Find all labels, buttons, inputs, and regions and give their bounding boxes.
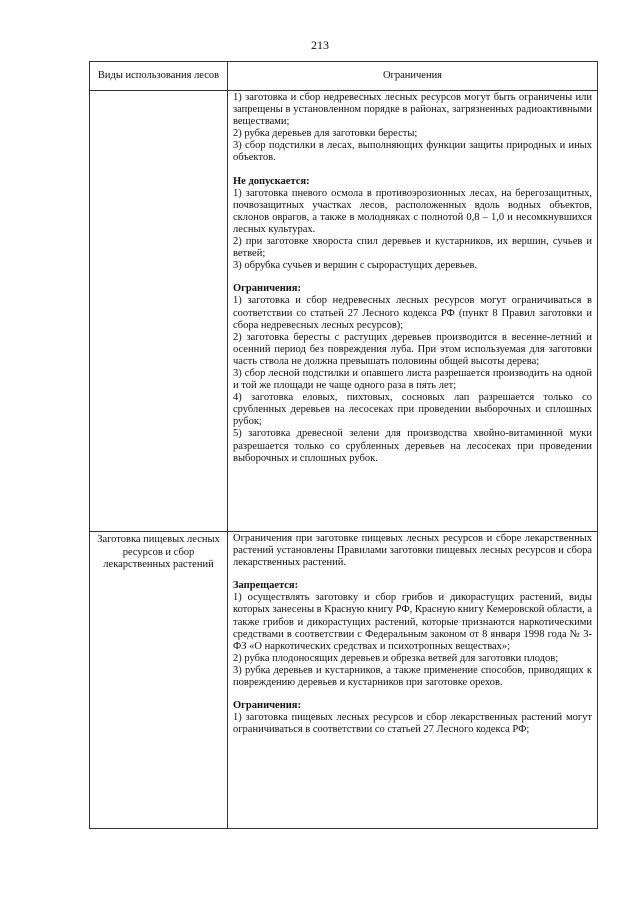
restriction-paragraph: 3) сбор лесной подстилки и опавшего листа разрешается производить на одной и той же площади не чаще одного раза в пять лет; bbox=[233, 367, 592, 392]
restriction-paragraph: 5) заготовка древесной зелени для производства хвойно-витаминной муки разрешается только со срубленных деревьев на лесосеках при проведении выборочных и сплошных рубок. bbox=[233, 428, 592, 464]
page-number: 213 bbox=[311, 38, 329, 52]
paragraph-gap bbox=[233, 272, 592, 283]
restriction-paragraph: 2) при заготовке хвороста спил деревьев и кустарников, их вершин, сучьев и ветвей; bbox=[233, 236, 592, 260]
restriction-paragraph: 2) рубка деревьев для заготовки бересты; bbox=[233, 128, 418, 140]
forest-use-type-cell bbox=[90, 91, 228, 532]
restriction-paragraph: 3) обрубка сучьев и вершин с сырорастущих деревьев. bbox=[233, 260, 478, 272]
restrictions-cell bbox=[228, 532, 598, 829]
restriction-paragraph: 1) заготовка и сбор недревесных лесных ресурсов могут быть ограничены или запрещены в установленном порядке в районах, загрязненных радиоактивными веществами; bbox=[233, 92, 592, 128]
restriction-paragraph: Ограничения при заготовке пищевых лесных ресурсов и сборе лекарственных растений установлены Правилами заготовки пищевых лесных ресурсов и сбора лекарственных растений. bbox=[233, 533, 592, 569]
restriction-paragraph: 1) заготовка пневого осмола в противоэрозионных лесах, на берегозащитных, почвозащитных участках лесов, расположенных вдоль водных объектов, склонов оврагов, а также в молодняках с полнотой 0,8 – 1,0 и несомкнувшихся лесных культурах. bbox=[233, 187, 592, 235]
restriction-paragraph: 1) заготовка и сбор недревесных лесных ресурсов могут ограничиваться в соответствии со статьей 27 Лесного кодекса РФ (пункт 8 Правил заготовки и сбора недревесных лесных ресурсов); bbox=[233, 295, 592, 331]
restrictions-table bbox=[89, 61, 598, 829]
restriction-paragraph: 4) заготовка еловых, пихтовых, сосновых лап разрешается только со срубленных деревьев на лесосеках при проведении выборочных и сплошных рубок; bbox=[233, 392, 592, 428]
heading-paragraph bbox=[233, 580, 592, 592]
section-heading: Не допускается: bbox=[233, 175, 310, 187]
heading-paragraph bbox=[233, 283, 592, 295]
section-heading: Запрещается: bbox=[233, 580, 299, 592]
table-row bbox=[90, 532, 598, 829]
header-restrictions: Ограничения bbox=[228, 62, 598, 91]
restriction-paragraph: 2) заготовка бересты с растущих деревьев производится в весенне-летний и осенний период без повреждения луба. При этом используемая для заготовки часть ствола не должна превышать половины общей высоты дерева; bbox=[233, 331, 592, 367]
restriction-paragraph: 2) рубка плодоносящих деревьев и обрезка ветвей для заготовки плодов; bbox=[233, 652, 559, 664]
heading-paragraph bbox=[233, 176, 592, 188]
section-heading: Ограничения: bbox=[233, 283, 301, 295]
heading-paragraph bbox=[233, 700, 592, 712]
paragraph-gap bbox=[233, 569, 592, 580]
restrictions-cell bbox=[228, 91, 598, 532]
forest-use-type-cell: Заготовка пищевых лесных ресурсов и сбор лекарственных растений bbox=[90, 532, 228, 829]
restriction-paragraph: 1) осуществлять заготовку и сбор грибов и дикорастущих растений, виды которых занесены в Красную книгу РФ, Красную книгу Кемеровской области, а также грибов и дикорастущих растений, которые признаются наркотическими средствами в соответствии с Федеральным законом от 8 января 1998 года № 3-ФЗ «О наркотических средствах и психотропных веществах»; bbox=[233, 592, 593, 652]
paragraph-gap bbox=[233, 689, 592, 700]
restriction-paragraph: 3) сбор подстилки в лесах, выполняющих функции защиты природных и иных объектов. bbox=[233, 140, 592, 164]
section-heading: Ограничения: bbox=[233, 700, 301, 712]
restriction-paragraph: 1) заготовка пищевых лесных ресурсов и сбор лекарственных растений могут ограничиваться в соответствии со статьей 27 Лесного кодекса РФ; bbox=[233, 712, 592, 736]
table-header-row bbox=[90, 62, 598, 91]
restriction-paragraph: 3) рубка деревьев и кустарников, а также применение способов, приводящих к повреждению деревьев и кустарников при заготовке орехов. bbox=[233, 664, 592, 689]
table-row bbox=[90, 91, 598, 532]
header-forest-use-types: Виды использования лесов bbox=[90, 62, 228, 91]
paragraph-gap bbox=[233, 165, 592, 176]
